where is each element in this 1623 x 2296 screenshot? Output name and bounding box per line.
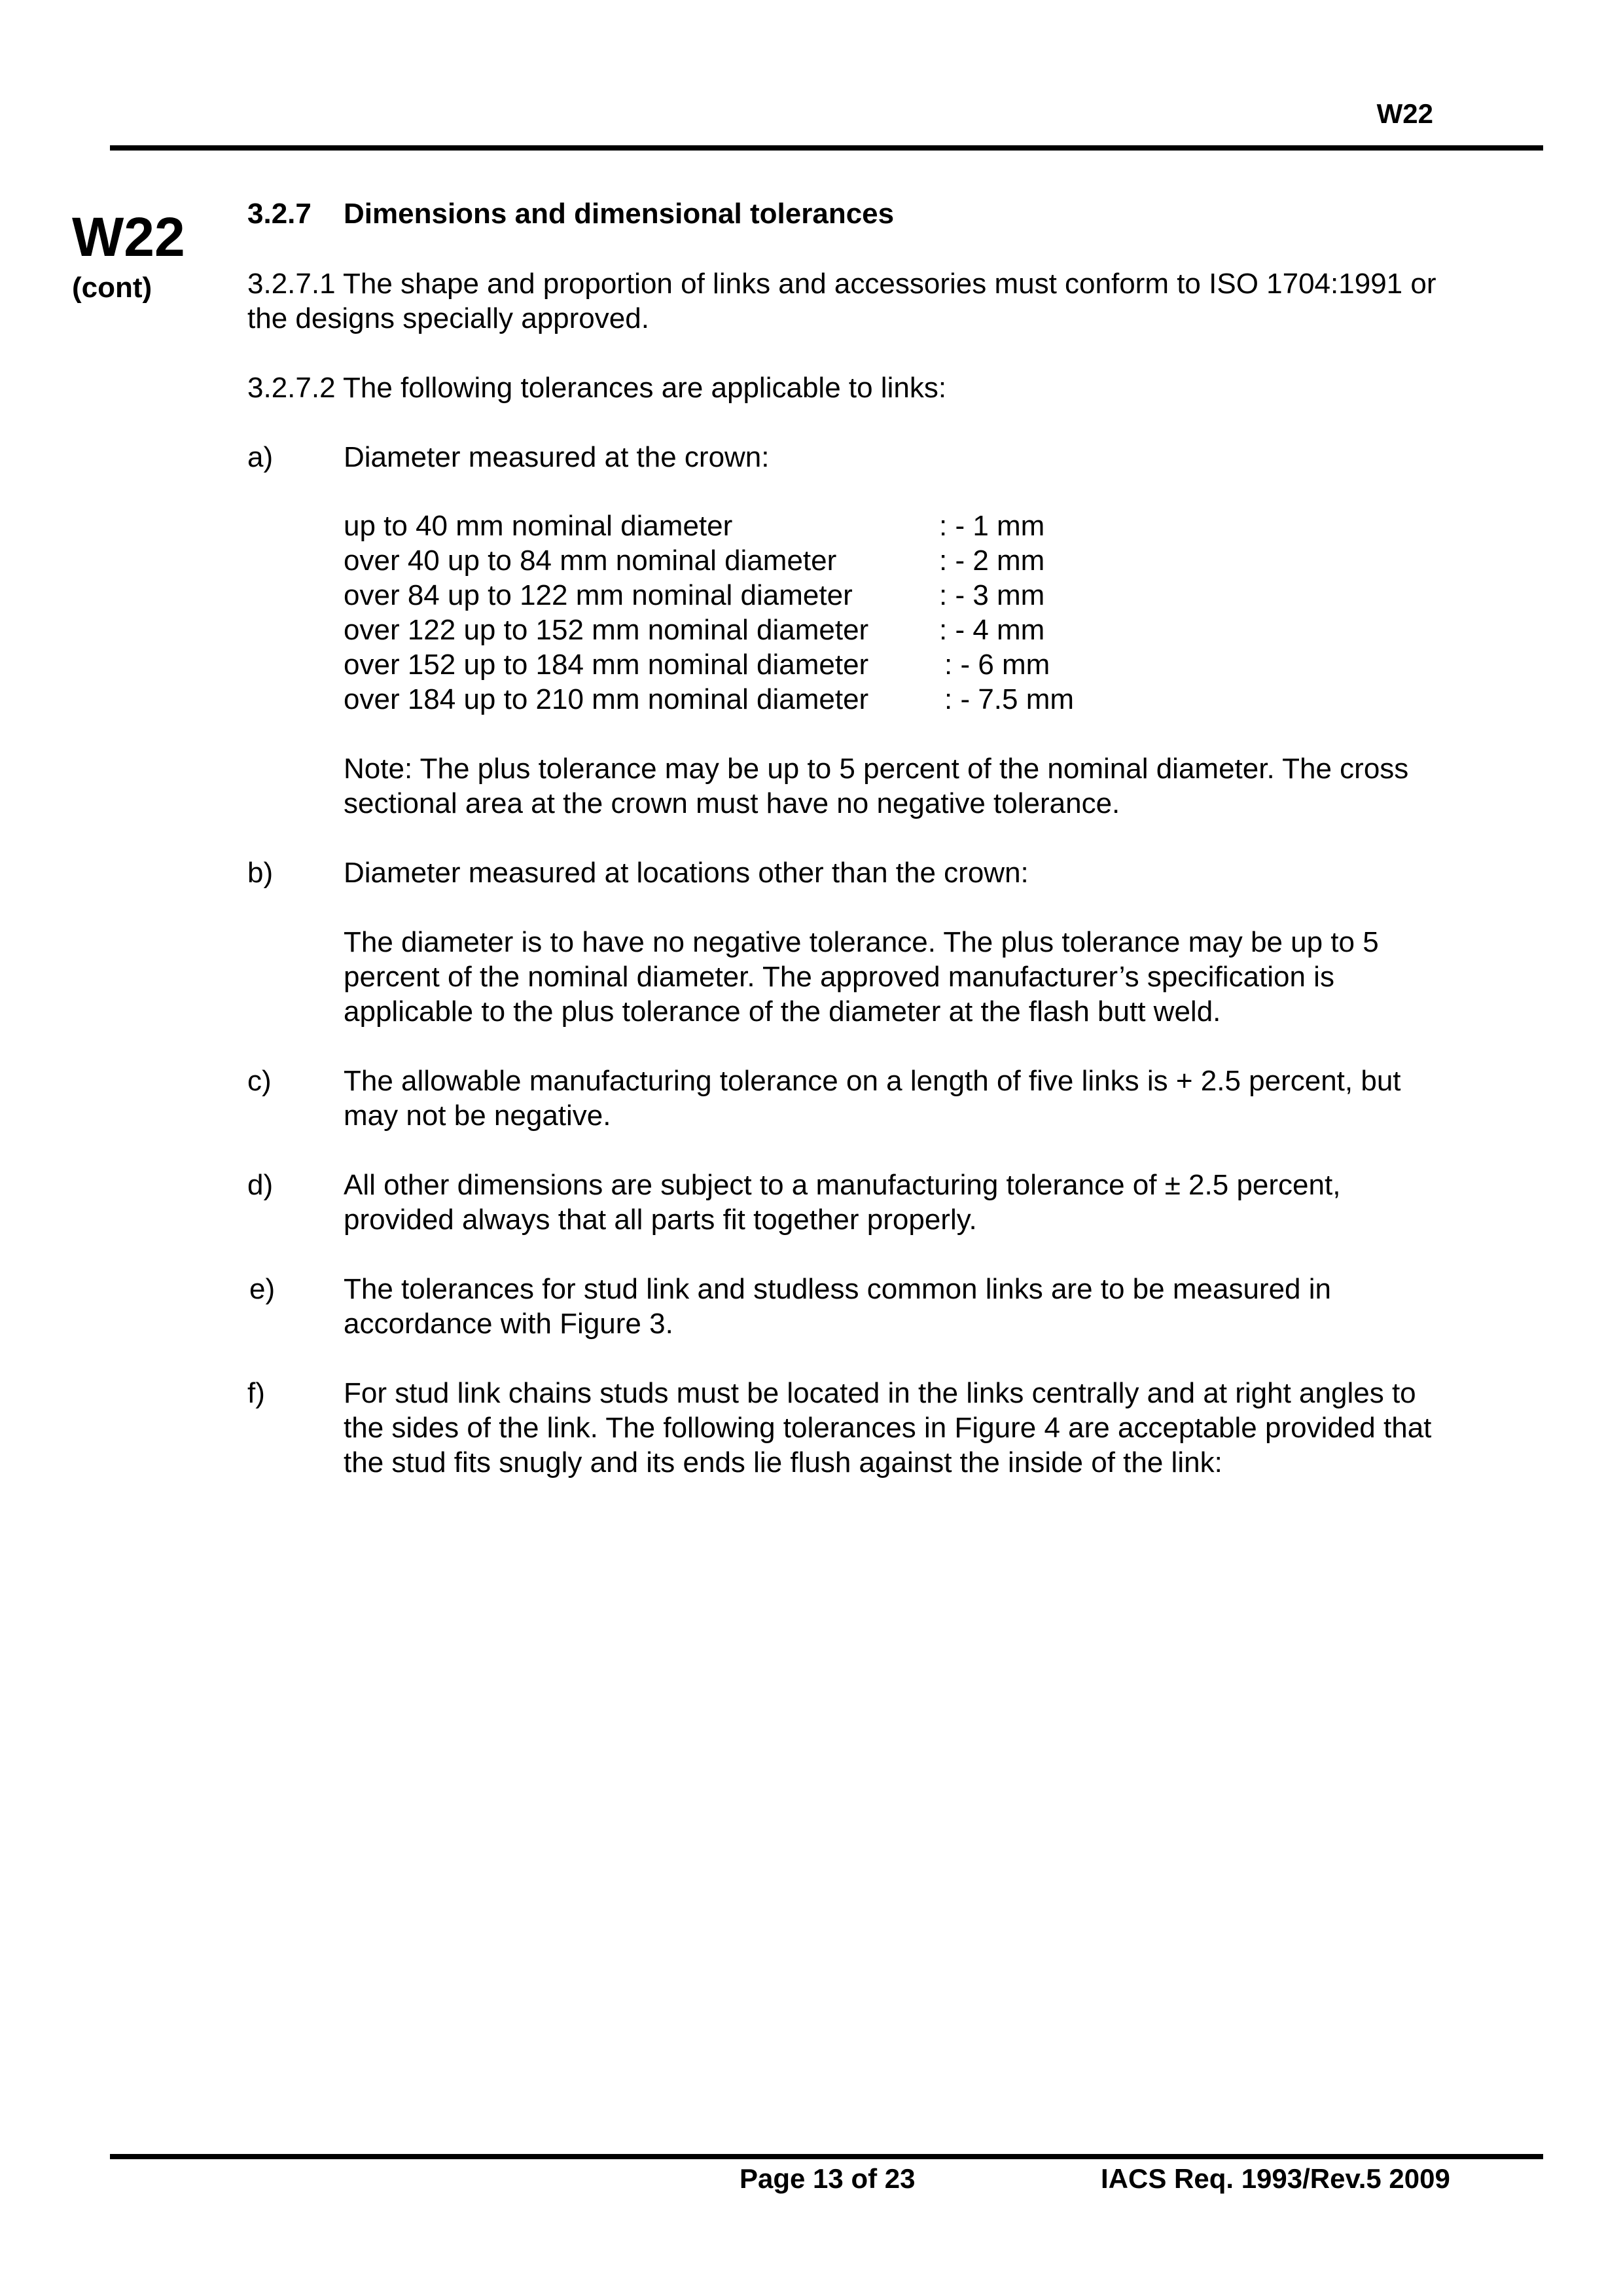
paragraph-3271-line-2: the designs specially approved. xyxy=(247,302,649,334)
item-f-line-3: the stud fits snugly and its ends lie flush against the inside of the link: xyxy=(344,1446,1222,1479)
side-document-code: W22 xyxy=(72,206,185,268)
diameter-range: over 40 up to 84 mm nominal diameter xyxy=(344,545,837,577)
item-f-line-2: the sides of the link. The following tolerances in Figure 4 are acceptable provided that xyxy=(344,1412,1432,1444)
item-a-label: a) xyxy=(247,441,274,473)
item-c-text xyxy=(344,1064,1495,1133)
item-a-note-line-1: Note: The plus tolerance may be up to 5 percent of the nominal diameter. The cross xyxy=(344,753,1409,785)
paragraph-3272: 3.2.7.2 The following tolerances are applicable to links: xyxy=(247,372,947,404)
diameter-tolerance: : - 7.5 mm xyxy=(944,683,1075,715)
item-e-line-2: accordance with Figure 3. xyxy=(344,1308,673,1340)
diameter-range: up to 40 mm nominal diameter xyxy=(344,510,733,542)
item-e-line-1: The tolerances for stud link and studless common links are to be measured in xyxy=(344,1273,1331,1305)
item-c-line-1: The allowable manufacturing tolerance on a length of five links is + 2.5 percent, but xyxy=(344,1065,1401,1097)
item-e-label: e) xyxy=(249,1273,276,1305)
item-a-note xyxy=(344,751,1495,821)
item-f-text xyxy=(344,1376,1495,1480)
item-b-detail xyxy=(344,925,1495,1029)
item-a-note-line-2: sectional area at the crown must have no negative tolerance. xyxy=(344,787,1120,819)
diameter-range: over 152 up to 184 mm nominal diameter xyxy=(344,649,869,681)
item-e-text xyxy=(344,1272,1495,1341)
paragraph-3271-line-1: 3.2.7.1 The shape and proportion of links and accessories must conform to ISO 1704:1991 or xyxy=(247,268,1436,300)
item-d-line-2: provided always that all parts fit together properly. xyxy=(344,1204,977,1236)
item-d-text xyxy=(344,1168,1495,1237)
diameter-range: over 84 up to 122 mm nominal diameter xyxy=(344,579,853,611)
diameter-range: over 184 up to 210 mm nominal diameter xyxy=(344,683,869,715)
item-a-text: Diameter measured at the crown: xyxy=(344,441,770,473)
item-b-detail-line-2: percent of the nominal diameter. The approved manufacturer’s specification is xyxy=(344,961,1334,993)
section-number: 3.2.7 xyxy=(247,198,312,230)
footer-rule xyxy=(110,2154,1543,2159)
item-f-label: f) xyxy=(247,1377,265,1409)
document-reference: IACS Req. 1993/Rev.5 2009 xyxy=(1101,2163,1450,2194)
item-b-label: b) xyxy=(247,857,274,889)
page-number: Page 13 of 23 xyxy=(740,2163,916,2194)
header-rule xyxy=(110,145,1543,151)
diameter-tolerance: : - 1 mm xyxy=(939,510,1045,542)
diameter-range: over 122 up to 152 mm nominal diameter xyxy=(344,614,869,646)
item-b-detail-line-1: The diameter is to have no negative tolerance. The plus tolerance may be up to 5 xyxy=(344,926,1379,958)
diameter-tolerance: : - 4 mm xyxy=(939,614,1045,646)
diameter-tolerance: : - 3 mm xyxy=(939,579,1045,611)
item-d-label: d) xyxy=(247,1169,274,1201)
header-document-code: W22 xyxy=(1376,98,1433,129)
item-c-line-2: may not be negative. xyxy=(344,1100,611,1132)
item-b-detail-line-3: applicable to the plus tolerance of the diameter at the flash butt weld. xyxy=(344,996,1221,1028)
section-title: Dimensions and dimensional tolerances xyxy=(344,198,895,230)
diameter-tolerance: : - 6 mm xyxy=(944,649,1050,681)
diameter-tolerance: : - 2 mm xyxy=(939,545,1045,577)
item-c-label: c) xyxy=(247,1065,272,1097)
item-d-line-1: All other dimensions are subject to a manufacturing tolerance of ± 2.5 percent, xyxy=(344,1169,1341,1201)
paragraph-3271 xyxy=(247,266,1530,336)
item-b-text: Diameter measured at locations other than the crown: xyxy=(344,857,1029,889)
side-continued-label: (cont) xyxy=(72,272,152,304)
item-f-line-1: For stud link chains studs must be located in the links centrally and at right angles to xyxy=(344,1377,1416,1409)
